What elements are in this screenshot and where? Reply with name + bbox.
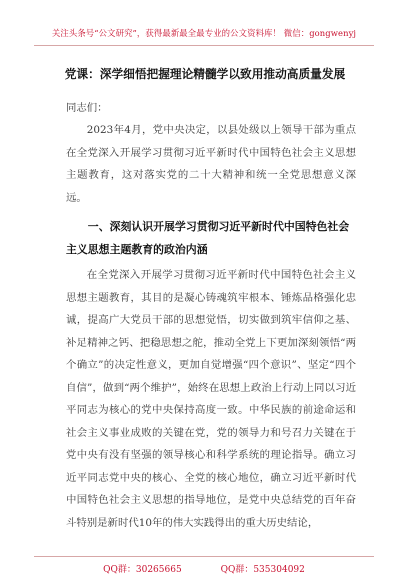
footer-qq-group-2: QQ群：535304092 xyxy=(220,565,305,575)
header-divider xyxy=(34,45,374,46)
footer xyxy=(34,562,374,575)
footer-divider xyxy=(34,556,374,557)
document-title: 党课：深学细悟把握理论精髓学以致用推动高质量发展 xyxy=(64,67,346,81)
greeting: 同志们： xyxy=(66,102,108,114)
promo-header: 关注头条号“公文研究”，获得最新最全最专业的公文资料库！ 微信：gongwenyj xyxy=(51,28,357,38)
paragraph-intro: 2023年4月，党中央决定，以县处级以上领导干部为重点在全党深入开展学习贯彻习近平新时代中国特色社会主义思想主题教育，这对落实党的二十大精神和统一全党思想意义深远。 xyxy=(66,124,356,204)
footer-qq-group-1: QQ群：30265665 xyxy=(103,565,182,575)
section-heading-1: 一、深刻认识开展学习贯彻习近平新时代中国特色社会主义思想主题教育的政治内涵 xyxy=(66,220,350,256)
paragraph-body: 在全党深入开展学习贯彻习近平新时代中国特色社会主义思想主题教育，其目的是凝心铸魂筑牢根本、锤炼品格强化忠诚，提高广大党员干部的思想觉悟，切实做到筑牢信仰之基、补足精神之钙、把稳思想之舵，推动全党上下更加深刻领悟“两个确立”的决定性意义，更加自觉增强“四个意识”、坚定“四个自信”，做到“两个维护”，始终在思想上政治上行动上同以习近平同志为核心的党中央保持高度一致。中华民族的前途命运和社会主义事业成败的关键在党，党的领导力和号召力关键在于党中央有没有坚强的领导核心和科学系统的理论指导。确立习近平同志党中央的核心、全党的核心地位，确立习近平新时代中国特色社会主义思想的指导地位，是党中央总结党的百年奋斗特别是新时代10年的伟大实践得出的重大历史结论， xyxy=(66,269,356,529)
